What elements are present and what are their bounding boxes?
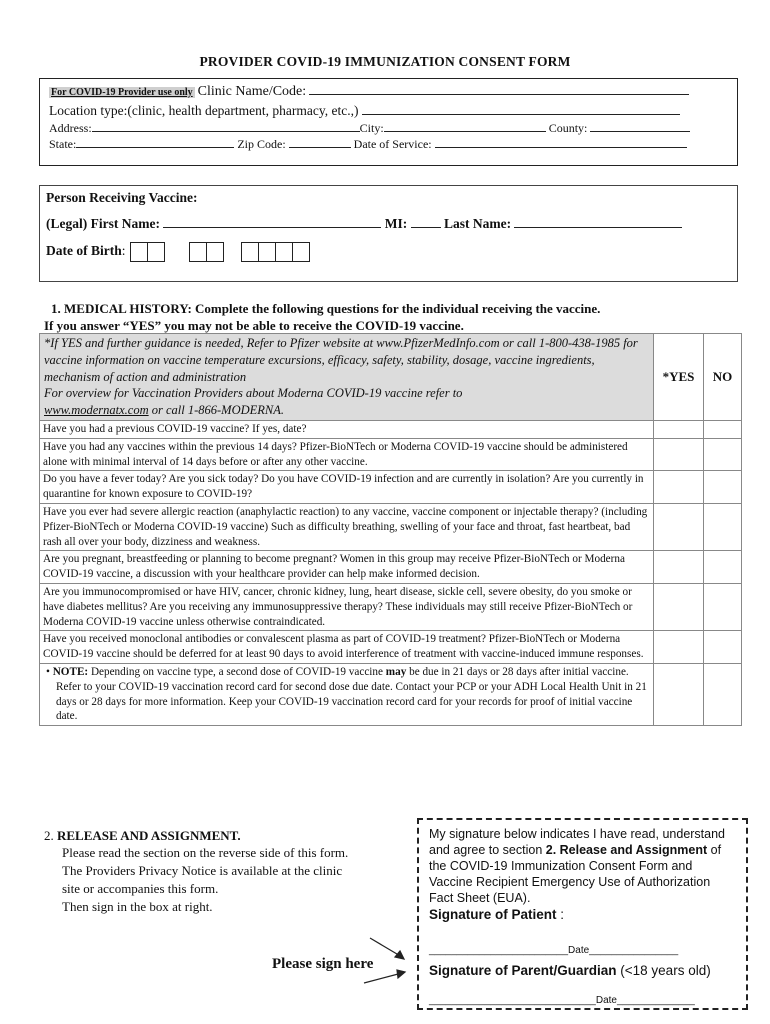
first-name-field[interactable] — [163, 217, 381, 228]
yes-checkbox[interactable] — [654, 438, 704, 471]
yes-checkbox[interactable] — [654, 551, 704, 584]
person-heading: Person Receiving Vaccine: — [46, 190, 198, 205]
note-row — [40, 663, 742, 725]
dob-row — [46, 242, 310, 262]
patient-signature-label — [429, 907, 736, 923]
medical-history-table — [39, 333, 742, 726]
last-name-label: Last Name: — [443, 216, 512, 231]
patient-signature-line[interactable]: _________________________Date________________ — [429, 945, 679, 956]
question-text: Are you pregnant, breastfeeding or planning to become pregnant? Women in this group may receive Pfizer-BioNTech or Moderna COVID-19 vaccine, a discussion with your healthcare provider can help make informed decision. — [40, 551, 654, 584]
dob-year-digit[interactable] — [292, 242, 310, 262]
last-name-field[interactable] — [514, 217, 682, 228]
guidance-cell — [40, 334, 654, 421]
form-title: PROVIDER COVID-19 IMMUNIZATION CONSENT FORM — [199, 54, 571, 69]
medical-history-heading: 1. MEDICAL HISTORY: Complete the following questions for the individual receiving the vaccine. — [51, 301, 601, 316]
yes-checkbox[interactable] — [654, 471, 704, 504]
provider-only-label: For COVID-19 Provider use only — [51, 87, 193, 98]
dob-year-digit[interactable] — [241, 242, 259, 262]
no-checkbox[interactable] — [704, 420, 742, 438]
question-row — [40, 471, 742, 504]
question-text: Have you ever had severe allergic reaction (anaphylactic reaction) to any vaccine, vaccine component or injectable therapy? (including Pfizer-BioNTech or Moderna COVID-19 vaccine) Such as difficulty breathing, swelling of your face and throat, fast heartbeat, bad rash all over your body, dizziness and weakness. — [40, 503, 654, 550]
location-row — [49, 103, 680, 119]
mi-field[interactable] — [411, 217, 441, 228]
question-row — [40, 551, 742, 584]
yes-header: *YES — [654, 334, 704, 421]
dob-month-boxes[interactable] — [131, 242, 165, 262]
yes-checkbox[interactable] — [654, 420, 704, 438]
moderna-link[interactable]: www.modernatx.com — [44, 403, 149, 418]
release-line: Then sign in the box at right. — [62, 899, 213, 914]
question-row — [40, 438, 742, 471]
provider-info-box — [39, 78, 738, 166]
dob-year-boxes[interactable] — [242, 242, 310, 262]
dob-month-digit[interactable] — [147, 242, 165, 262]
mi-label: MI: — [384, 216, 408, 231]
arrow-icons — [360, 935, 420, 990]
consent-statement — [429, 826, 736, 906]
state-row — [49, 137, 687, 152]
question-row — [40, 583, 742, 630]
no-checkbox[interactable] — [704, 438, 742, 471]
service-date-field[interactable] — [435, 137, 687, 148]
guardian-label: Signature of Parent/Guardian — [429, 963, 617, 978]
dob-day-digit[interactable] — [206, 242, 224, 262]
dob-year-digit[interactable] — [258, 242, 276, 262]
consent-text: My signature below indicates I have read, understand and agree to section — [429, 827, 726, 857]
question-row — [40, 503, 742, 550]
release-number: 2. — [44, 828, 54, 843]
clinic-name-label: Clinic Name/Code: — [197, 84, 307, 99]
guidance-moderna-text: For overview for Vaccination Providers about Moderna COVID-19 vaccine refer to — [44, 386, 463, 401]
guardian-signature-line[interactable]: ______________________________Date______________ — [429, 995, 695, 1006]
state-label: State: — [49, 137, 77, 151]
question-text: Have you received monoclonal antibodies or convalescent plasma as part of COVID-19 treatment? Pfizer-BioNTech or Moderna COVID-19 vaccine should be deferred for at least 90 days to avoid interference of treatment with vaccine-induced immune responses. — [40, 631, 654, 664]
no-checkbox[interactable] — [704, 503, 742, 550]
guidance-text: *If YES and further guidance is needed, Refer to Pfizer website at www.PfizerMedInfo.com or call 1-800-438-1985 for vaccine information on vaccine temperature excursions, efficacy, safety, stability, dosage, vaccine ingredients, mechanism of action and administration — [44, 336, 638, 384]
release-heading — [44, 828, 348, 844]
dob-day-digit[interactable] — [189, 242, 207, 262]
clinic-row — [49, 84, 689, 100]
release-line: Please read the section on the reverse side of this form. — [62, 845, 349, 860]
no-checkbox[interactable] — [704, 583, 742, 630]
question-row — [40, 420, 742, 438]
note-text-2: be due in 21 days or 28 days after initial vaccine. Refer to your COVID-19 vaccination record card for second dose due date. Contact your PCP or your ADH Local Health Unit in 21 days or 28 days for more information. Keep your COVID-19 vaccination record card for your records for proof of initial vaccine date. — [56, 665, 647, 723]
no-checkbox[interactable] — [704, 551, 742, 584]
state-field[interactable] — [76, 137, 234, 148]
county-label: County: — [548, 121, 588, 135]
dob-label: Date of Birth — [46, 243, 122, 259]
yes-checkbox[interactable] — [654, 583, 704, 630]
note-may: may — [385, 665, 407, 678]
dob-year-digit[interactable] — [275, 242, 293, 262]
note-text-1: Depending on vaccine type, a second dose of COVID-19 vaccine — [88, 665, 386, 678]
county-field[interactable] — [590, 121, 690, 132]
release-line: site or accompanies this form. — [62, 881, 219, 896]
please-sign-here: Please sign here — [272, 956, 374, 972]
guardian-note: (<18 years old) — [616, 963, 711, 978]
yes-checkbox[interactable] — [654, 631, 704, 664]
no-checkbox[interactable] — [704, 471, 742, 504]
first-name-label: (Legal) First Name: — [46, 216, 160, 231]
signature-box — [417, 818, 748, 1010]
dob-month-digit[interactable] — [130, 242, 148, 262]
zip-label: Zip Code: — [237, 137, 286, 151]
question-text: Do you have a fever today? Are you sick today? Do you have COVID-19 infection and are currently in isolation? Are you currently in quarantine for known exposure to COVID-19? — [40, 471, 654, 504]
note-label: NOTE: — [52, 665, 89, 678]
no-checkbox[interactable] — [704, 631, 742, 664]
no-header: NO — [704, 334, 742, 421]
note-text: • NOTE: Depending on vaccine type, a second dose of COVID-19 vaccine may be due in 21 days or 28 days after initial vaccine. Refer to your COVID-19 vaccination record card for second dose due date. Contact your PCP or your ADH Local Health Unit in 21 days or 28 days for more information. Keep your COVID-19 vaccination record card for your records for proof of initial vaccine date. — [40, 663, 654, 725]
question-text: Have you had any vaccines within the previous 14 days? Pfizer-BioNTech or Moderna COVID-19 vaccine should be administered alone with minimal interval of 14 days before or after any other vaccine. — [40, 438, 654, 471]
dob-day-boxes[interactable] — [190, 242, 224, 262]
address-row — [49, 121, 690, 136]
address-field[interactable] — [92, 121, 360, 132]
release-line: The Providers Privacy Notice is available at the clinic — [62, 863, 343, 878]
question-text: Have you had a previous COVID-19 vaccine? If yes, date? — [40, 420, 654, 438]
guidance-row — [40, 334, 742, 421]
city-label: City: — [359, 121, 384, 135]
arrow-icon — [364, 973, 402, 983]
patient-label: Signature of Patient — [429, 907, 557, 922]
clinic-name-field[interactable] — [309, 84, 689, 95]
service-date-label: Date of Service: — [353, 137, 432, 151]
zip-field[interactable] — [289, 137, 351, 148]
question-row — [40, 631, 742, 664]
moderna-phone: or call 1-866-MODERNA. — [148, 403, 285, 418]
question-text: Are you immunocompromised or have HIV, cancer, chronic kidney, lung, heart disease, sickle cell, severe obesity, do you smoke or have diabetes mellitus? Are you receiving any immunosuppressive therapy? These individuals may still receive Pfizer-BioNTech or Moderna COVID-19 vaccine unless otherwise contraindicated. — [40, 583, 654, 630]
patient-colon: : — [556, 907, 565, 922]
release-section — [44, 828, 348, 916]
yes-checkbox[interactable] — [654, 503, 704, 550]
city-field[interactable] — [384, 121, 546, 132]
person-info-box — [39, 185, 738, 282]
note-blank-cell — [654, 663, 704, 725]
arrow-head-icon — [397, 970, 405, 978]
consent-text-end: of the COVID-19 Immunization Consent Form and Vaccine Recipient Emergency Use of Authorization Fact Sheet (EUA). — [429, 843, 722, 905]
release-title: RELEASE AND ASSIGNMENT. — [57, 828, 241, 843]
note-blank-cell — [704, 663, 742, 725]
dob-colon: : — [121, 243, 126, 259]
location-type-label: Location type:(clinic, health department, pharmacy, etc.,) — [49, 103, 359, 118]
medical-history-subheading: If you answer “YES” you may not be able to receive the COVID-19 vaccine. — [44, 318, 464, 333]
name-row — [46, 216, 682, 232]
address-label: Address: — [49, 121, 92, 135]
consent-section-ref: 2. Release and Assignment — [545, 843, 708, 857]
location-type-field[interactable] — [362, 104, 680, 115]
arrow-head-icon — [395, 951, 404, 959]
guardian-signature-label — [429, 963, 736, 979]
